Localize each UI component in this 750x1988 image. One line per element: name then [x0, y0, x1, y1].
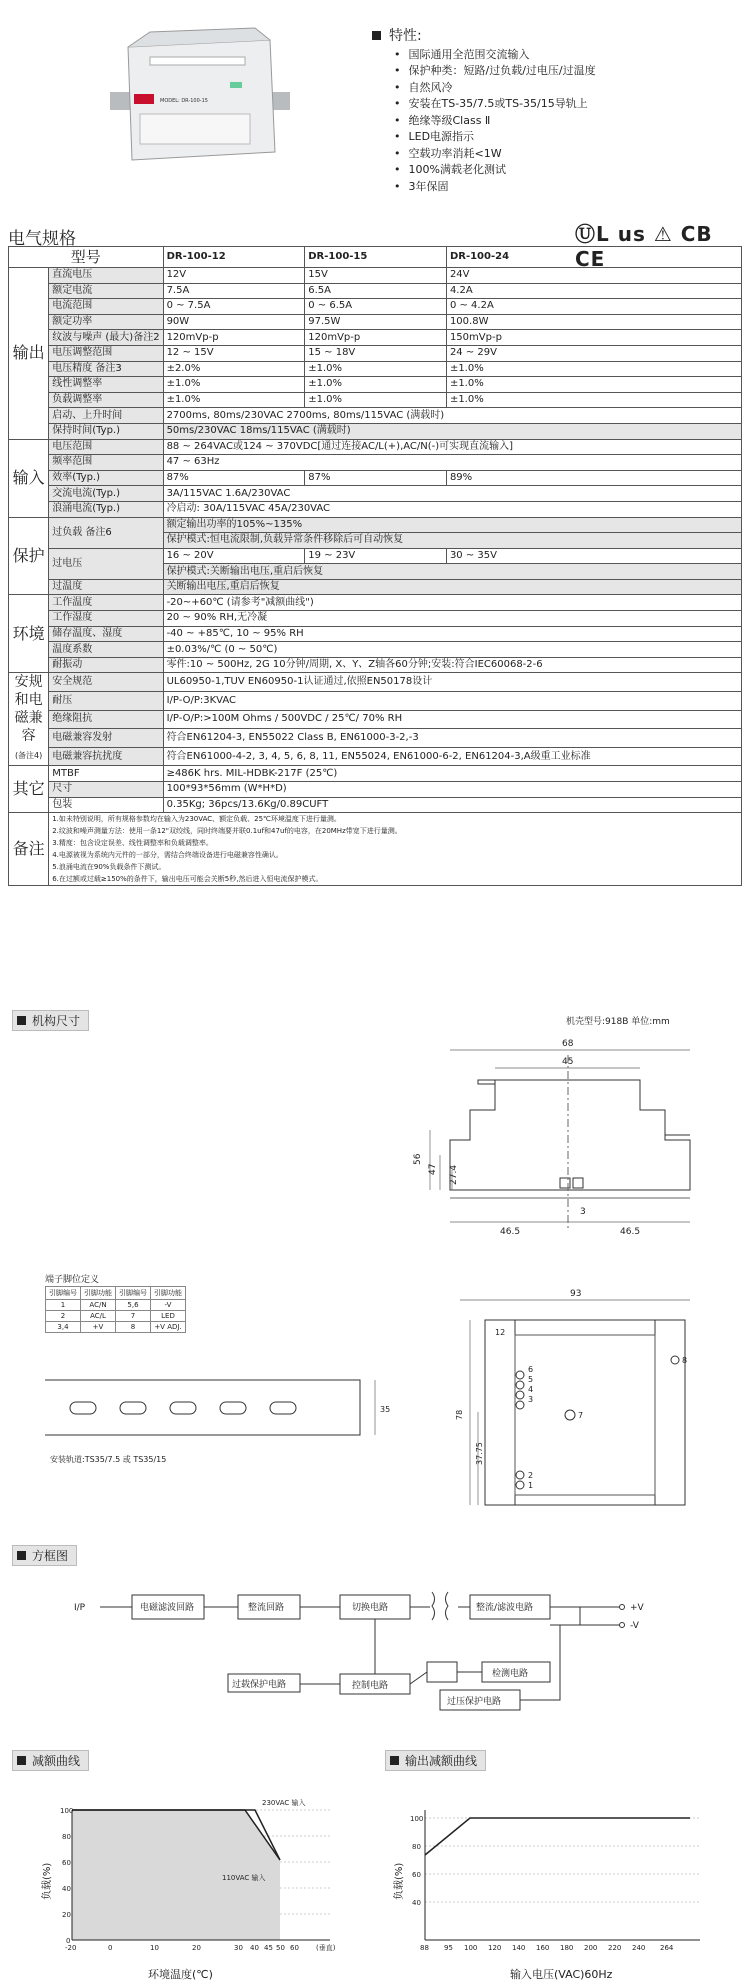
cell: 16 ~ 20V [163, 548, 305, 564]
cell: ±1.0% [305, 392, 447, 408]
x-tick: 160 [536, 1944, 550, 1952]
block-vminus: -V [630, 1621, 639, 1631]
row-label: 工作湿度 [49, 611, 163, 627]
label-110vac: 110VAC 输入 [222, 1874, 266, 1882]
cell: 87% [305, 470, 447, 486]
features-title: 特性: [389, 28, 422, 44]
cell: 120mVp-p [305, 330, 447, 346]
table-row [9, 692, 742, 711]
table-row [9, 299, 742, 315]
row-label: 电磁兼容抗扰度 [49, 747, 163, 766]
cell: 0 ~ 4.2A [446, 299, 741, 315]
pin-header: 引脚编号 [46, 1287, 81, 1300]
table-row [9, 439, 742, 455]
row-label: 安全规范 [49, 673, 163, 692]
pin-header-row [46, 1287, 186, 1300]
cell: 19 ~ 23V [305, 548, 447, 564]
row-label: 工作温度 [49, 595, 163, 611]
y-label: 负载(%) [42, 1862, 53, 1900]
x-tick: 20 [192, 1944, 201, 1952]
group-safety-label: 安规和电磁兼容 [14, 674, 43, 745]
cell: 90W [163, 314, 305, 330]
table-row [9, 548, 742, 564]
mech-title: 机构尺寸 [32, 1014, 81, 1028]
cell: 24 ~ 29V [446, 345, 741, 361]
group-environment: 环境 [9, 595, 49, 673]
row-label: 包装 [49, 797, 163, 813]
product-photo [110, 22, 290, 172]
table-row [9, 314, 742, 330]
row-label: MTBF [49, 766, 163, 782]
row-label: 保持时间(Typ.) [49, 423, 163, 439]
cell: ±1.0% [305, 377, 447, 393]
block-title: 方框图 [32, 1549, 69, 1563]
cell: 88 ~ 264VAC或124 ~ 370VDC[通过连接AC/L(+),AC/N(-)可实现直流输入] [163, 439, 741, 455]
cell: 100*93*56mm (W*H*D) [163, 782, 741, 798]
group-protection: 保护 [9, 517, 49, 595]
table-row [9, 673, 742, 692]
circle-7-label: 7 [578, 1411, 584, 1420]
pin-cell: 3,4 [46, 1322, 81, 1333]
cell: 12V [163, 268, 305, 284]
pin-row [46, 1300, 186, 1311]
x-tick: 100 [464, 1944, 478, 1952]
cell: 15V [305, 268, 447, 284]
cell: 零件:10 ~ 500Hz, 2G 10分钟/周期, X、Y、Z轴各60分钟;安装:符合IEC60068-2-6 [163, 657, 741, 673]
table-row [9, 657, 742, 673]
drawing-page [0, 960, 750, 1988]
dim-68: 68 [562, 1039, 574, 1049]
row-label: 过温度 [49, 579, 163, 595]
dim-46-5-left: 46.5 [500, 1227, 521, 1237]
table-row [9, 268, 742, 284]
table-row [9, 797, 742, 813]
note-line: 3.精度：包含设定误差、线性调整率和负载调整率。 [52, 839, 213, 848]
table-row [9, 595, 742, 611]
cell: 0 ~ 6.5A [305, 299, 447, 315]
x-tick: 60 [290, 1944, 299, 1952]
feature-item: • 自然风冷 [394, 80, 742, 97]
table-row [9, 501, 742, 517]
row-label: 浪涌电流(Typ.) [49, 501, 163, 517]
table-row [9, 423, 742, 439]
table-header-row [9, 247, 742, 268]
cell: 4.2A [446, 283, 741, 299]
table-row [9, 626, 742, 642]
row-label: 启动、上升时间 [49, 408, 163, 424]
cell: 100.8W [446, 314, 741, 330]
x-tick: 45 [264, 1944, 273, 1952]
table-row [9, 710, 742, 729]
row-label: 绝缘阻抗 [49, 710, 163, 729]
x-tick: 95 [444, 1944, 453, 1952]
square-bullet-icon [17, 1551, 26, 1560]
feature-item: • 国际通用全范围交流输入 [394, 47, 742, 64]
pin-table [45, 1286, 186, 1333]
dim-47: 47 [428, 1163, 438, 1175]
cell: ±1.0% [446, 361, 741, 377]
block-ovp: 过压保护电路 [447, 1697, 502, 1707]
y-tick: 60 [62, 1859, 71, 1867]
feature-item: • 3年保固 [394, 179, 742, 196]
spec-page [0, 0, 750, 960]
x-tick: 140 [512, 1944, 526, 1952]
row-label: 交流电流(Typ.) [49, 486, 163, 502]
table-row [9, 486, 742, 502]
row-label: 电磁兼容发射 [49, 729, 163, 748]
dim-56: 56 [413, 1153, 423, 1165]
cell: 30 ~ 35V [446, 548, 741, 564]
table-row [9, 729, 742, 748]
y-label: 负载(%) [394, 1862, 405, 1900]
y-tick: 20 [62, 1911, 71, 1919]
block-rect: 整流回路 [248, 1603, 285, 1613]
dim-37-75: 37.75 [475, 1442, 484, 1465]
feature-item: • 空载功率消耗<1W [394, 146, 742, 163]
cell: ±1.0% [305, 361, 447, 377]
dim-45: 45 [562, 1057, 574, 1067]
x-tick: 120 [488, 1944, 502, 1952]
pin-cell: -V [151, 1300, 186, 1311]
y-tick: 0 [66, 1937, 71, 1945]
derating-section-header [12, 1750, 89, 1771]
x-label: 输入电压(VAC)60Hz [510, 1968, 613, 1981]
cell: 7.5A [163, 283, 305, 299]
x-tick: 240 [632, 1944, 646, 1952]
feature-item: • 安装在TS-35/7.5或TS-35/15导轨上 [394, 96, 742, 113]
row-label: 额定功率 [49, 314, 163, 330]
x-tick: 264 [660, 1944, 674, 1952]
features-list [372, 47, 742, 196]
row-label: 尺寸 [49, 782, 163, 798]
cell: ±1.0% [163, 392, 305, 408]
y-tick: 40 [62, 1885, 71, 1893]
pin-row [46, 1311, 186, 1322]
y-tick: 40 [412, 1899, 421, 1907]
cell: 关断输出电压,重启后恢复 [163, 579, 741, 595]
row-label: 频率范围 [49, 455, 163, 471]
side-label: 12 [495, 1328, 506, 1337]
square-bullet-icon [390, 1756, 399, 1765]
header-model: 型号 [9, 247, 164, 268]
derating-chart [40, 1798, 336, 1981]
cell: ±1.0% [446, 377, 741, 393]
dim-46-5-right: 46.5 [620, 1227, 641, 1237]
output-derating-chart [392, 1810, 700, 1981]
table-row [9, 813, 742, 886]
terminal-label: 4 [528, 1385, 534, 1394]
table-row [9, 455, 742, 471]
pin-header: 引脚功能 [81, 1287, 116, 1300]
cell: 0 ~ 7.5A [163, 299, 305, 315]
cell: 6.5A [305, 283, 447, 299]
y-tick: 60 [412, 1871, 421, 1879]
x-tick: 10 [150, 1944, 159, 1952]
cell: 冷启动: 30A/115VAC 45A/230VAC [163, 501, 741, 517]
cell: 12 ~ 15V [163, 345, 305, 361]
table-row [9, 611, 742, 627]
group-input: 输入 [9, 439, 49, 517]
derating-charts [0, 1790, 750, 1988]
cell: 2700ms, 80ms/230VAC 2700ms, 80ms/115VAC (满载时) [163, 408, 741, 424]
circle-8-label: 8 [682, 1356, 688, 1365]
x-label: 环境温度(℃) [148, 1968, 213, 1981]
output-derating-title: 输出减额曲线 [405, 1754, 478, 1768]
pin-cell: LED [151, 1311, 186, 1322]
dim-27-4: 27.4 [449, 1164, 459, 1185]
header-cell: DR-100-12 [163, 247, 305, 268]
cell: 保护模式:恒电流限制,负载异常条件移除后可自动恢复 [163, 533, 741, 549]
block-vplus: +V [630, 1603, 644, 1613]
terminal-label: 1 [528, 1481, 534, 1490]
block-olp: 过载保护电路 [232, 1680, 287, 1690]
x-tick: 88 [420, 1944, 429, 1952]
cell: -40 ~ +85℃, 10 ~ 95% RH [163, 626, 741, 642]
x-tick: 180 [560, 1944, 574, 1952]
note-line: 6.在过额或过载≥150%的条件下，输出电压可能会关断5秒,然后进入恒电流保护模式。 [52, 875, 323, 884]
table-row [9, 345, 742, 361]
rail-note: 安装轨道:TS35/7.5 或 TS35/15 [50, 1455, 167, 1464]
pin-cell: 5,6 [116, 1300, 151, 1311]
din-rail [45, 1380, 390, 1435]
row-label: 纹波与噪声 (最大)备注2 [49, 330, 163, 346]
x-tick: -20 [65, 1944, 77, 1952]
header-cell: DR-100-24 [446, 247, 741, 268]
front-view [450, 1055, 690, 1230]
table-row [9, 361, 742, 377]
derating-title: 减额曲线 [32, 1754, 81, 1768]
cell: 50ms/230VAC 18ms/115VAC (满载时) [163, 423, 741, 439]
row-label: 直流电压 [49, 268, 163, 284]
block-ctrl: 控制电路 [352, 1681, 389, 1691]
label-230vac: 230VAC 输入 [262, 1799, 306, 1807]
row-label: 耐压 [49, 692, 163, 711]
cell: ±0.03%/℃ (0 ~ 50℃) [163, 642, 741, 658]
cell: 87% [163, 470, 305, 486]
cell: 3A/115VAC 1.6A/230VAC [163, 486, 741, 502]
row-label: 电压精度 备注3 [49, 361, 163, 377]
table-row [9, 579, 742, 595]
table-row [9, 470, 742, 486]
features-block [372, 28, 742, 195]
pin-header: 引脚功能 [151, 1287, 186, 1300]
cell: 符合EN61000-4-2, 3, 4, 5, 6, 8, 11, EN55024, EN61000-6-2, EN61204-3,A级重工业标准 [163, 747, 741, 766]
note-line: 1.如未特别说明，所有规格参数均在输入为230VAC、额定负载、25℃环境温度下进行量测。 [52, 815, 341, 824]
terminal-label: 5 [528, 1375, 534, 1384]
certification-logos: ⓊL us ⚠ CB CE [575, 222, 713, 271]
row-label: 电压范围 [49, 439, 163, 455]
block-emi: 电磁滤波回路 [140, 1603, 195, 1613]
cell: I/P-O/P:>100M Ohms / 500VDC / 25℃/ 70% RH [163, 710, 741, 729]
group-safety-note: (备注4) [14, 751, 43, 761]
cell: 额定输出功率的105%~135% [163, 517, 741, 533]
row-label: 过电压 [49, 548, 163, 579]
pin-cell: 7 [116, 1311, 151, 1322]
group-output: 输出 [9, 268, 49, 440]
row-label: 线性调整率 [49, 377, 163, 393]
group-safety [9, 673, 49, 766]
cell: 0.35Kg; 36pcs/13.6Kg/0.89CUFT [163, 797, 741, 813]
dim-78: 78 [455, 1409, 464, 1420]
block-diagram [0, 1580, 750, 1730]
cell: 15 ~ 18V [305, 345, 447, 361]
cell: 47 ~ 63Hz [163, 455, 741, 471]
pin-row [46, 1322, 186, 1333]
dim-35: 35 [380, 1405, 391, 1414]
case-info: 机壳型号:918B 单位:mm [566, 1017, 670, 1027]
spec-table [8, 246, 742, 886]
dim-93: 93 [570, 1289, 582, 1299]
pin-cell: 2 [46, 1311, 81, 1322]
note-line: 4.电源被视为系统内元件的一部分，需结合终端设备进行电磁兼容性确认。 [52, 851, 283, 860]
x-tick: 40 [250, 1944, 259, 1952]
table-row [9, 330, 742, 346]
x-tick: 200 [584, 1944, 598, 1952]
x-tick: 50 [276, 1944, 285, 1952]
table-row [9, 747, 742, 766]
block-switch: 切换电路 [352, 1603, 389, 1613]
cell: ±2.0% [163, 361, 305, 377]
feature-item: • LED电源指示 [394, 129, 742, 146]
x-tick: 0 [108, 1944, 113, 1952]
row-label: 负载调整率 [49, 392, 163, 408]
product-model-label: MODEL: DR-100-15 [160, 98, 208, 104]
cell: ±1.0% [163, 377, 305, 393]
square-bullet-icon [372, 31, 381, 40]
table-row [9, 377, 742, 393]
y-tick: 80 [412, 1843, 421, 1851]
x-tick: 220 [608, 1944, 622, 1952]
row-label: 温度系数 [49, 642, 163, 658]
table-row [9, 283, 742, 299]
x-unit: (垂直) [316, 1944, 336, 1952]
row-label: 过负载 备注6 [49, 517, 163, 548]
note-line: 2.纹波和噪声测量方法：使用一条12"双绞线，同时终端要并联0.1uf和47uf的电容，在20MHz带宽下进行量测。 [52, 827, 402, 836]
pin-cell: 1 [46, 1300, 81, 1311]
cell: 20 ~ 90% RH,无冷凝 [163, 611, 741, 627]
row-label: 效率(Typ.) [49, 470, 163, 486]
features-heading [372, 28, 742, 45]
dim-3: 3 [580, 1207, 586, 1217]
square-bullet-icon [17, 1756, 26, 1765]
pin-cell: +V ADJ. [151, 1322, 186, 1333]
group-others: 其它 [9, 766, 49, 813]
block-ip: I/P [74, 1603, 86, 1613]
feature-item: • 100%满载老化测试 [394, 162, 742, 179]
table-row [9, 517, 742, 533]
row-label: 耐振动 [49, 657, 163, 673]
feature-item: • 绝缘等级Class Ⅱ [394, 113, 742, 130]
y-tick: 80 [62, 1833, 71, 1841]
row-label: 电流范围 [49, 299, 163, 315]
cell: 24V [446, 268, 741, 284]
row-label: 额定电流 [49, 283, 163, 299]
pin-cell: AC/N [81, 1300, 116, 1311]
y-tick: 100 [60, 1807, 74, 1815]
row-label: 储存温度、湿度 [49, 626, 163, 642]
table-row [9, 408, 742, 424]
terminal-label: 6 [528, 1365, 534, 1374]
table-row [9, 782, 742, 798]
group-notes: 备注 [9, 813, 49, 886]
cell: 保护模式:关断输出电压,重启后恢复 [163, 564, 741, 580]
feature-item: • 保护种类：短路/过负载/过电压/过温度 [394, 63, 742, 80]
output-derating-section-header [385, 1750, 486, 1771]
block-out: 整流/滤波电路 [476, 1603, 534, 1613]
pin-cell: 8 [116, 1322, 151, 1333]
pin-title: 端子脚位定义 [45, 1275, 100, 1285]
cell: -20~+60℃ (请参考"减额曲线") [163, 595, 741, 611]
cell: ±1.0% [446, 392, 741, 408]
terminal-label: 3 [528, 1395, 534, 1404]
cell: 97.5W [305, 314, 447, 330]
spec-title: 电气规格 [8, 229, 76, 249]
cell: 89% [446, 470, 741, 486]
y-tick: 100 [410, 1815, 424, 1823]
pin-cell: +V [81, 1322, 116, 1333]
cell: UL60950-1,TUV EN60950-1认证通过,依照EN50178设计 [163, 673, 741, 692]
header-cell: DR-100-15 [305, 247, 447, 268]
pin-cell: AC/L [81, 1311, 116, 1322]
note-line: 5.浪涌电流在90%负载条件下测试。 [52, 863, 166, 872]
block-section-header [12, 1545, 77, 1566]
cell: 120mVp-p [163, 330, 305, 346]
table-row [9, 392, 742, 408]
terminal-label: 2 [528, 1471, 534, 1480]
x-tick: 30 [234, 1944, 243, 1952]
cell: 符合EN61204-3, EN55022 Class B, EN61000-3-2,-3 [163, 729, 741, 748]
table-row [9, 766, 742, 782]
cell: I/P-O/P:3KVAC [163, 692, 741, 711]
row-label: 电压调整范围 [49, 345, 163, 361]
cell: 150mVp-p [446, 330, 741, 346]
table-row [9, 642, 742, 658]
top-view [460, 1289, 690, 1505]
notes-cell [49, 813, 742, 886]
block-detect: 检测电路 [492, 1669, 529, 1679]
pin-header: 引脚编号 [116, 1287, 151, 1300]
cell: ≥486K hrs. MIL-HDBK-217F (25℃) [163, 766, 741, 782]
